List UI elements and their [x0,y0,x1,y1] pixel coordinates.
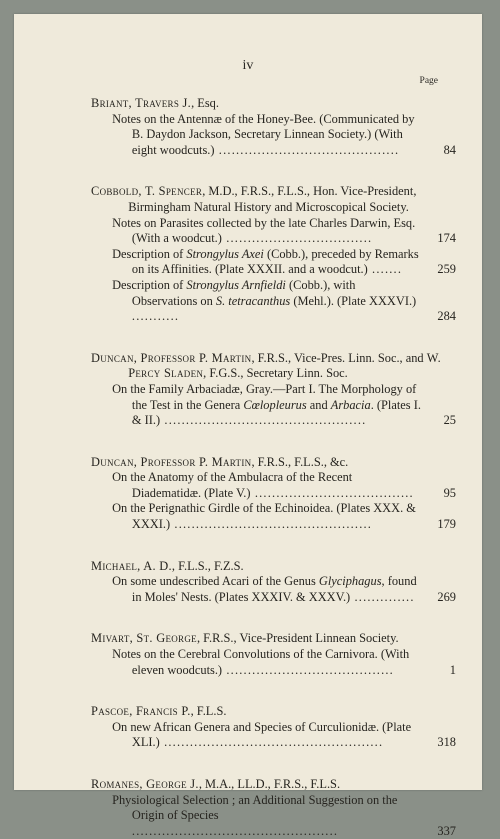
entry-page: 174 [437,231,456,246]
author-credentials: , F.R.S., F.L.S., &c. [251,454,349,469]
author-credentials: , Esq. [191,96,219,110]
author-block [91,351,456,429]
author-name: Romanes, George J. [91,777,199,791]
entry-title: Notes on Parasites collected by the late Charles Darwin, Esq. (With a woodcut.) [112,215,416,246]
author-name: Briant, Travers J. [91,96,192,110]
author-name: Pascoe, Francis P. [91,704,191,719]
author-heading [91,184,456,215]
entry-page: 1 [449,662,456,677]
book-page [14,14,482,838]
genus-name: Cœlopleurus [243,397,307,412]
author-block [91,455,456,533]
entry-page: 25 [443,413,456,428]
entry-title: Physiological Selection ; an Additional Suggestion on the Origin of Species [112,792,398,823]
author-heading [91,96,456,112]
entry-page: 95 [443,485,456,500]
author-block [91,96,456,158]
genus-name: Glyciphagus [318,574,382,589]
toc-entry[interactable]: Description of Strongylus Arnfieldi (Cobb.), with Observations on S. tetracanthus (Mehl.). (Plate XXXVI.) ........... 284 [112,277,456,324]
author-heading [91,704,456,720]
author-credentials: , F.L.S., F.Z.S. [171,558,244,573]
toc-entry[interactable]: Physiological Selection ; an Additional Suggestion on the Origin of Species ................................................ 337 [112,792,456,838]
entry-title: Notes on the Antennæ of the Honey-Bee. (Communicated by B. Daydon Jackson, Secretary Linnean Society.) (With eight woodcuts.) [112,111,415,157]
species-name: Strongylus Axei [186,246,264,261]
entry-page: 259 [437,262,456,277]
author-block [91,704,456,751]
toc-entry[interactable]: On new African Genera and Species of Curculionidæ. (Plate XLI.) ................................................... 318 [112,719,456,750]
author-heading [91,455,456,471]
coauthor-name: W. Percy Sladen [128,350,441,381]
toc-entry[interactable]: On the Anatomy of the Ambulacra of the Recent Diadematidæ. (Plate V.) ..................................... 95 [112,470,456,500]
entry-page: 284 [437,309,456,324]
entry-title: On the Anatomy of the Ambulacra of the Recent Diadematidæ. (Plate V.) [112,470,353,500]
author-credentials: , M.A., LL.D., F.R.S., F.L.S. [198,777,341,791]
author-block [91,631,456,678]
author-heading [91,559,456,575]
toc-entry[interactable]: On the Perignathic Girdle of the Echinoidea. (Plates XXX. & XXXI.) .............................................. 179 [112,501,456,532]
author-name: Duncan, Professor P. Martin [91,350,252,365]
author-name: Mivart, St. George [91,631,197,646]
entry-page: 179 [437,517,456,532]
table-of-contents [91,96,456,839]
entry-page: 84 [443,142,456,157]
species-name: S. tetracanthus [215,293,291,308]
toc-entry[interactable]: On the Family Arbaciadæ, Gray.—Part I. The Morphology of the Test in the Genera Cœlopleurus and Arbacia. (Plates I. & II.) ............................................... 25 [112,381,456,428]
author-credentials: , F.R.S., Vice-Pres. Linn. Soc., and [251,350,424,365]
toc-entry[interactable]: On some undescribed Acari of the Genus Glyciphagus, found in Moles' Nests. (Plates XXXIV. & XXXV.) .............. 269 [112,574,456,604]
author-block [91,777,456,839]
author-affiliation: , F.G.S., Secretary Linn. Soc. [203,366,348,381]
author-block [91,184,456,324]
author-name: Cobbold, T. Spencer [91,184,203,199]
author-credentials: , F.L.S. [190,704,227,719]
entry-title: Notes on the Cerebral Convolutions of the Carnivora. (With eleven woodcuts.) [112,647,410,677]
entry-title: On the Perignathic Girdle of the Echinoidea. (Plates XXX. & XXXI.) [112,501,416,532]
author-heading [91,631,456,647]
entry-page: 337 [437,823,456,838]
author-heading [91,777,456,793]
genus-name: Arbacia [330,397,371,412]
toc-entry[interactable]: Notes on Parasites collected by the late Charles Darwin, Esq. (With a woodcut.) .................................. 174 [112,215,456,246]
species-name: Strongylus Arnfieldi [186,277,286,292]
toc-entry[interactable]: Description of Strongylus Axei (Cobb.), preceded by Remarks on its Affinities. (Plate XXXII. and a woodcut.) ....... 259 [112,246,456,277]
author-block [91,559,456,606]
toc-entry[interactable]: Notes on the Cerebral Convolutions of the Carnivora. (With eleven woodcuts.) ....................................... 1 [112,647,456,677]
author-credentials: , F.R.S., Vice-President Linnean Society. [196,631,399,646]
author-affiliation: Birmingham Natural History and Microscopical Society. [128,199,409,214]
page-number: iv [242,58,254,73]
author-credentials: , M.D., F.R.S., F.L.S., Hon. Vice-President, [202,184,417,199]
entry-page: 269 [437,589,456,604]
author-name: Duncan, Professor P. Martin [91,454,252,469]
author-name: Michael, A. D. [91,558,172,573]
page-column-label: Page [419,76,438,86]
toc-entry[interactable]: Notes on the Antennæ of the Honey-Bee. (Communicated by B. Daydon Jackson, Secretary Linnean Society.) (With eight woodcuts.) .......................................... 84 [112,111,456,157]
entry-title: On new African Genera and Species of Curculionidæ. (Plate XLI.) [112,719,412,750]
entry-page: 318 [437,735,456,750]
author-heading [91,351,456,382]
